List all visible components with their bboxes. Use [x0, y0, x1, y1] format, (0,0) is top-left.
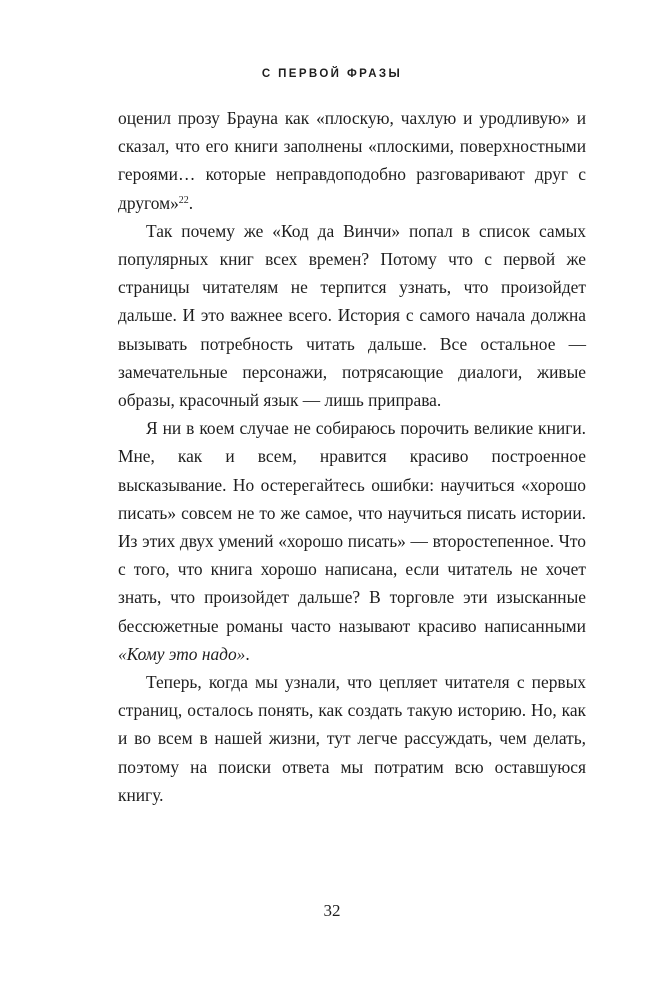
- paragraph-continuation: [118, 104, 586, 217]
- paragraph-3: [118, 414, 586, 668]
- footnote-reference[interactable]: 22: [178, 194, 189, 206]
- paragraph-3-italic: «Кому это надо»: [118, 643, 246, 664]
- paragraph-3-text: Я ни в коем случае не собираюсь порочить великие книги. Мне, как и всем, нравится красиво построенное высказывание. Но остерегайтесь ошибки: научиться «хорошо писать» совсем не то же самое, что научиться писать истории. Из этих двух умений «хорошо писать» — второстепенное. Что с того, что книга хорошо написана, если читатель не хочет знать, что произойдет дальше? В торговле эти изысканные бессюжетные романы часто называют красиво написанными: [118, 418, 586, 636]
- paragraph-4: Теперь, когда мы узнали, что цепляет читателя с первых страниц, осталось понять, как создать такую историю. Но, как и во всем в нашей жизни, тут легче рассуждать, чем делать, поэтому на поиски ответа мы потратим всю оставшуюся книгу.: [118, 672, 586, 805]
- body-text: [118, 104, 586, 809]
- paragraph-3-tail: .: [245, 643, 250, 664]
- paragraph-1-text: оценил прозу Брауна как «плоскую, чахлую и уродливую» и сказал, что его книги заполнены «плоскими, поверхностными героями… которые неправдоподобно разговаривают друг с другом»: [118, 108, 586, 213]
- paragraph-1-tail: .: [188, 192, 194, 213]
- running-head: С ПЕРВОЙ ФРАЗЫ: [261, 68, 403, 80]
- page-number: 32: [323, 901, 341, 920]
- paragraph-2: Так почему же «Код да Винчи» попал в список самых популярных книг всех времен? Потому что с первой же страницы читателям не терпится узнать, что произойдет дальше. И это важнее всего. История с самого начала должна вызывать потребность читать дальше. Все остальное — замечательные персонажи, потрясающие диалоги, живые образы, красочный язык — лишь приправа.: [118, 220, 586, 411]
